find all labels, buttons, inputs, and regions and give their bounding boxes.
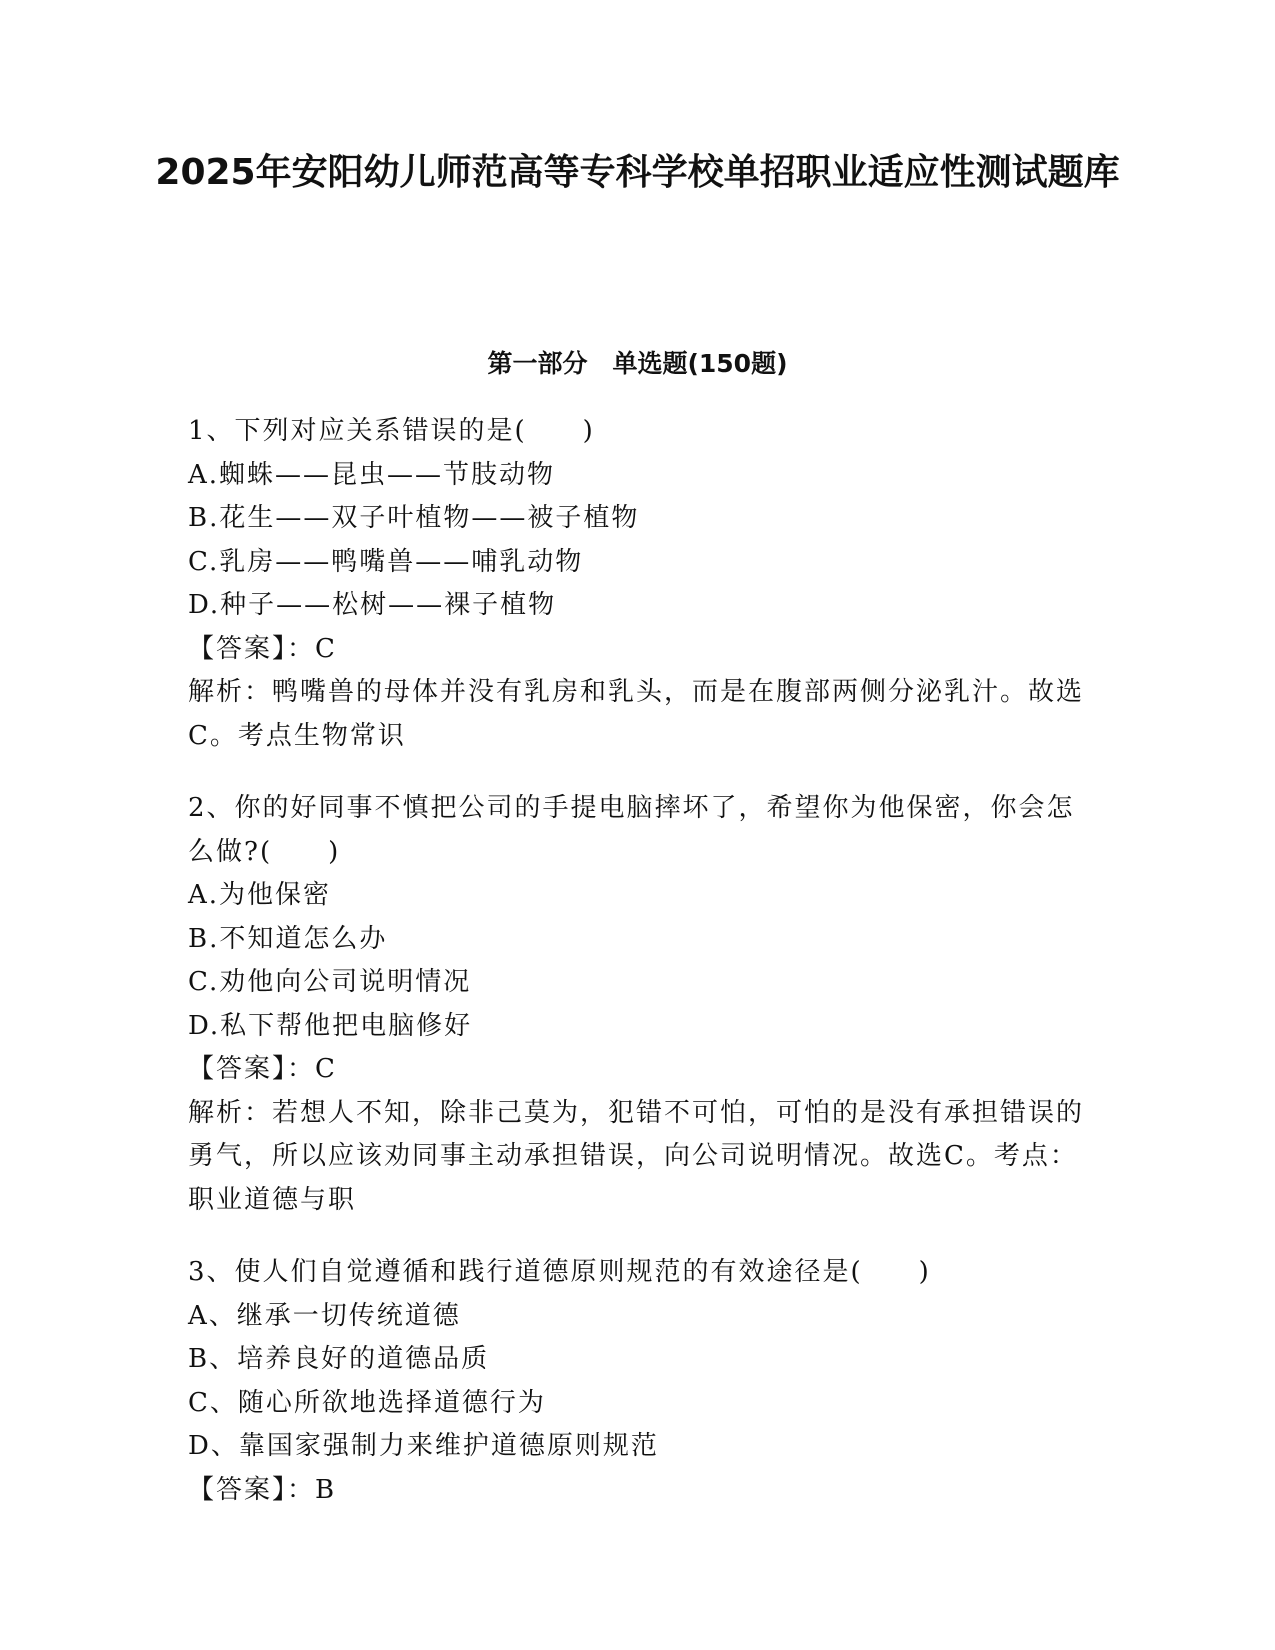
explanation-text: 解析：鸭嘴兽的母体并没有乳房和乳头，而是在腹部两侧分泌乳汁。故选C。考点生物常识 [188,677,1085,751]
option-d: D、靠国家强制力来维护道德原则规范 [188,1431,659,1461]
document-title: 2025年安阳幼儿师范高等专科学校单招职业适应性测试题库 [155,152,1120,193]
option-d: D.私下帮他把电脑修好 [188,1010,473,1041]
question-3 [188,1251,1088,1512]
question-stem: 1、下列对应关系错误的是( ) [188,416,595,446]
question-list [188,410,1088,1541]
section-heading: 第一部分 单选题(150题) [487,349,788,378]
option-b: B、培养良好的道德品质 [188,1344,490,1374]
question-stem: 3、使人们自觉遵循和践行道德原则规范的有效途径是( ) [188,1257,931,1287]
option-a: A.蜘蛛——昆虫——节肢动物 [188,459,556,490]
answer-line: 【答案】：C [188,633,337,664]
option-d: D.种子——松树——裸子植物 [188,590,557,620]
option-c: C.劝他向公司说明情况 [188,967,472,997]
answer-line: 【答案】：B [188,1474,337,1505]
question-2 [188,787,1088,1222]
option-b: B.不知道怎么办 [188,923,388,954]
question-1 [188,410,1088,758]
option-c: C、随心所欲地选择道德行为 [188,1387,546,1418]
option-a: A、继承一切传统道德 [188,1300,461,1331]
option-b: B.花生——双子叶植物——被子植物 [188,503,640,533]
explanation-text: 解析：若想人不知，除非己莫为，犯错不可怕，可怕的是没有承担错误的勇气，所以应该劝同事主动承担错误，向公司说明情况。故选C。考点：职业道德与职 [188,1097,1085,1215]
question-stem: 2、你的好同事不慎把公司的手提电脑摔坏了，希望你为他保密，你会怎么做?( ) [188,793,1075,867]
option-c: C.乳房——鸭嘴兽——哺乳动物 [188,546,584,577]
answer-line: 【答案】：C [188,1054,337,1084]
option-a: A.为他保密 [188,880,332,910]
